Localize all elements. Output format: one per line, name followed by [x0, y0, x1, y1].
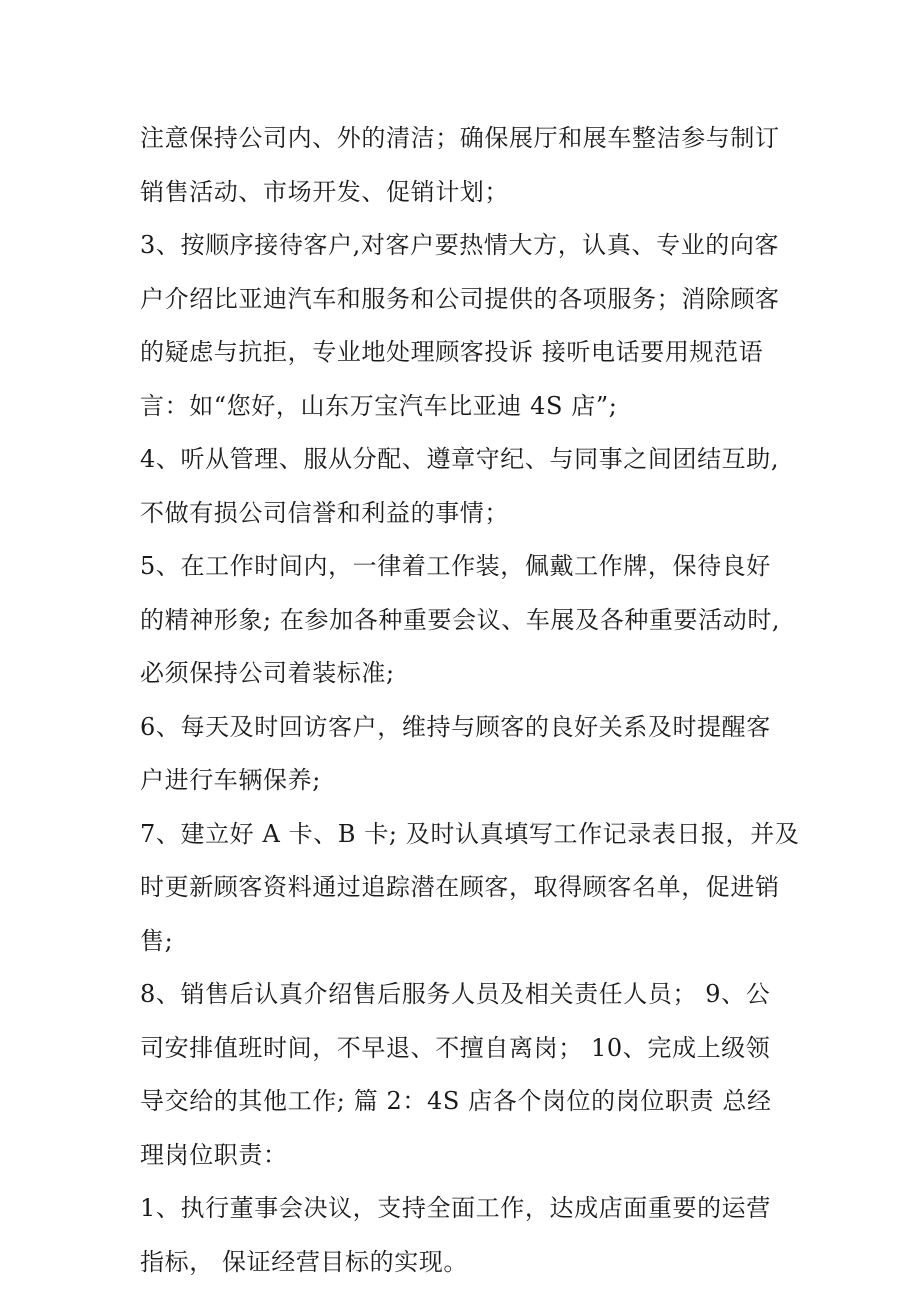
- text-line: 导交给的其他工作; 篇 2：4S 店各个岗位的岗位职责 总经: [140, 1087, 772, 1115]
- text-line: 理岗位职责：: [140, 1140, 288, 1169]
- text-line: 1、执行董事会决议，支持全面工作，达成店面重要的运营: [140, 1194, 771, 1222]
- text-line: 时更新顾客资料通过追踪潜在顾客，取得顾客名单，促进销: [140, 873, 780, 901]
- text-line: 注意保持公司内、外的清洁；确保展厅和展车整洁参与制订: [140, 124, 780, 152]
- text-line: 6、每天及时回访客户，维持与顾客的良好关系及时提醒客: [140, 712, 771, 741]
- text-line: 不做有损公司信誉和利益的事情；: [140, 498, 509, 527]
- text-line: 4、听从管理、服从分配、遵章守纪、与同事之间团结互助,: [140, 445, 780, 473]
- text-line: 3、按顺序接待客户,对客户要热情大方，认真、专业的向客: [140, 231, 780, 259]
- text-line: 7、建立好 A 卡、B 卡; 及时认真填写工作记录表日报，并及: [140, 819, 800, 848]
- text-line: 5、在工作时间内，一律着工作装，佩戴工作牌，保待良好: [140, 552, 771, 580]
- text-line: 销售活动、市场开发、促销计划；: [140, 177, 509, 206]
- text-line: 售;: [140, 926, 174, 955]
- text-line: 户进行车辆保养;: [140, 766, 321, 794]
- text-line: 司安排值班时间，不早退、不擅自离岗； 10、完成上级领: [140, 1033, 771, 1062]
- text-line: 8、销售后认真介绍售后服务人员及相关责任人员； 9、公: [140, 980, 771, 1008]
- text-line: 户介绍比亚迪汽车和服务和公司提供的各项服务；消除顾客: [140, 284, 780, 313]
- document-body: [140, 112, 820, 1289]
- text-line: 的疑虑与抗拒，专业地处理顾客投诉 接听电话要用规范语: [140, 338, 764, 366]
- text-line: 指标， 保证经营目标的实现。: [140, 1247, 469, 1276]
- text-line: 必须保持公司着装标准;: [140, 659, 395, 687]
- text-line: 言：如“您好，山东万宝汽车比亚迪 4S 店”;: [140, 391, 618, 420]
- text-line: 的精神形象; 在参加各种重要会议、车展及各种重要活动时,: [140, 605, 781, 634]
